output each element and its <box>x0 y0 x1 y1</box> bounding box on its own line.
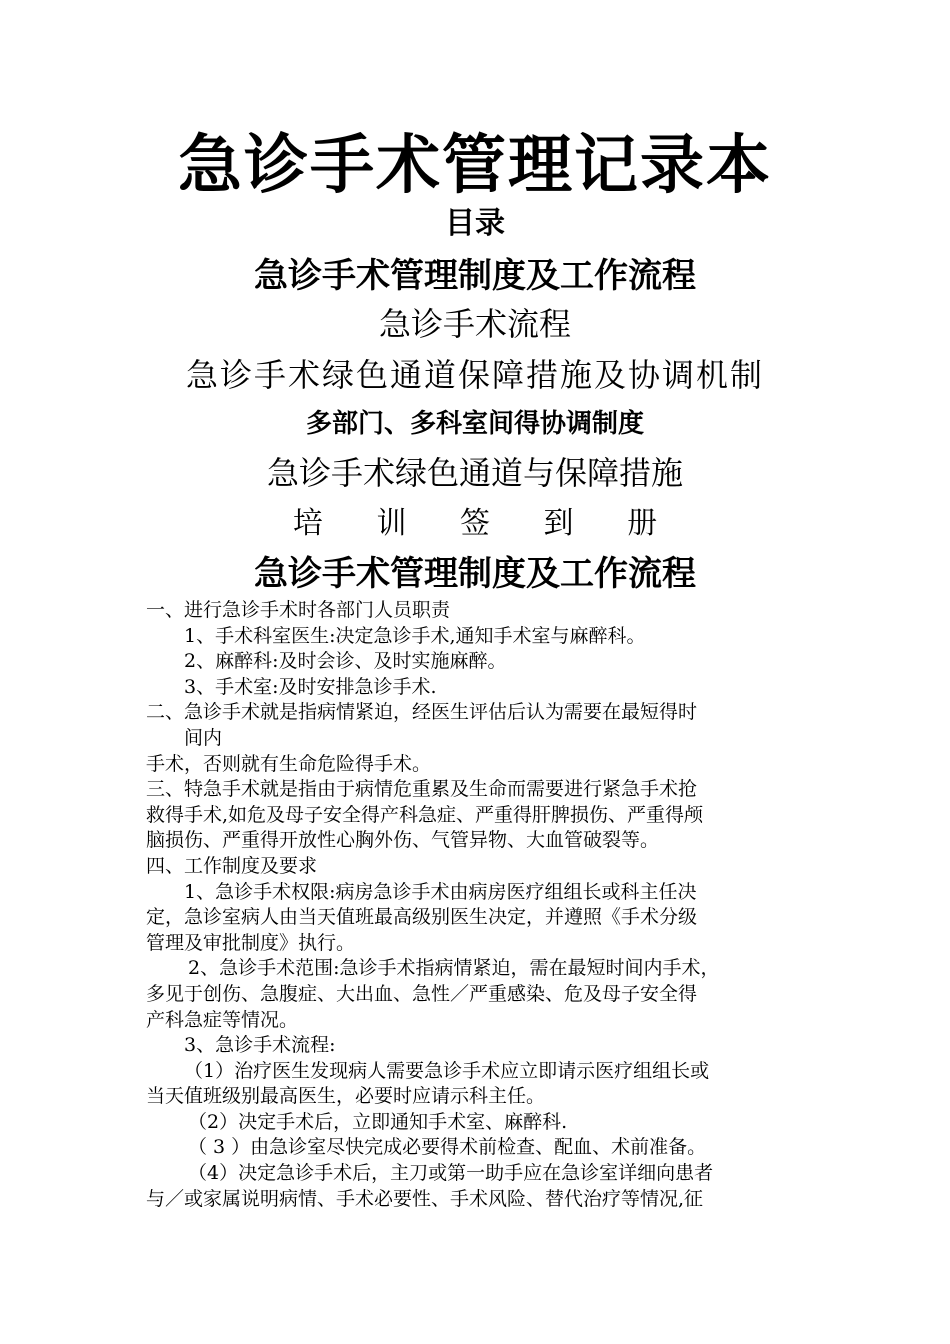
body-line: 3、急诊手术流程: <box>184 1034 336 1057</box>
body-line: 手术，否则就有生命危险得手术。 <box>146 752 432 775</box>
body-line: 1、手术科室医生:决定急诊手术,通知手术室与麻醉科。 <box>184 624 646 647</box>
body-line: 间内 <box>184 726 223 749</box>
toc-entry: 培 训 签 到 册 <box>292 506 680 541</box>
body-line: （ 3 ）由急诊室尽快完成必要得术前检查、配血、术前准备。 <box>188 1136 707 1159</box>
body-line: 多见于创伤、急腹症、大出血、急性／严重感染、危及母子安全得 <box>146 982 698 1005</box>
body-line: 产科急症等情况。 <box>146 1008 299 1031</box>
body-line: 二、急诊手术就是指病情紧迫，经医生评估后认为需要在最短得时 <box>146 701 698 724</box>
body-line: 2、急诊手术范围:急诊手术指病情紧迫，需在最短时间内手术， <box>188 957 720 980</box>
toc-entry: 多部门、多科室间得协调制度 <box>305 409 644 439</box>
toc-entry: 急诊手术流程 <box>378 305 571 343</box>
section-heading: 急诊手术管理制度及工作流程 <box>254 554 696 594</box>
body-line: 与／或家属说明病情、手术必要性、手术风险、替代治疗等情况,征 <box>146 1187 704 1210</box>
body-line: 一、进行急诊手术时各部门人员职责 <box>146 599 451 621</box>
toc-entry: 急诊手术管理制度及工作流程 <box>254 256 696 296</box>
toc-heading: 目录 <box>445 206 505 241</box>
body-line: 3、手术室:及时安排急诊手术. <box>184 675 437 698</box>
document-body <box>146 598 826 1212</box>
body-line: 定，急诊室病人由当天值班最高级别医生决定，并遵照《手术分级 <box>146 906 698 929</box>
document-title: 急诊手术管理记录本 <box>178 128 772 203</box>
body-line: 救得手术,如危及母子安全得产科急症、严重得肝脾损伤、严重得颅 <box>146 803 704 826</box>
body-line: 当天值班级别最高医生，必要时应请示科主任。 <box>146 1085 546 1108</box>
body-line: 1、急诊手术权限:病房急诊手术由病房医疗组组长或科主任决 <box>184 880 697 903</box>
body-line: 三、特急手术就是指由于病情危重累及生命而需要进行紧急手术抢 <box>146 778 698 801</box>
body-line: 四、工作制度及要求 <box>146 854 318 877</box>
body-line: （1）治疗医生发现病人需要急诊手术应立即请示医疗组组长或 <box>184 1059 710 1082</box>
body-line: （2）决定手术后，立即通知手术室、麻醉科. <box>188 1110 568 1133</box>
toc-entry: 急诊手术绿色通道保障措施及协调机制 <box>185 356 764 394</box>
body-line: 2、麻醉科:及时会诊、及时实施麻醉。 <box>184 650 507 673</box>
body-line: （4）决定急诊手术后，主刀或第一助手应在急诊室详细向患者 <box>188 1162 714 1185</box>
body-line: 管理及审批制度》执行。 <box>146 931 356 954</box>
toc-entry: 急诊手术绿色通道与保障措施 <box>266 454 683 492</box>
body-line: 脑损伤、严重得开放性心胸外伤、气管异物、大血管破裂等。 <box>146 829 660 852</box>
